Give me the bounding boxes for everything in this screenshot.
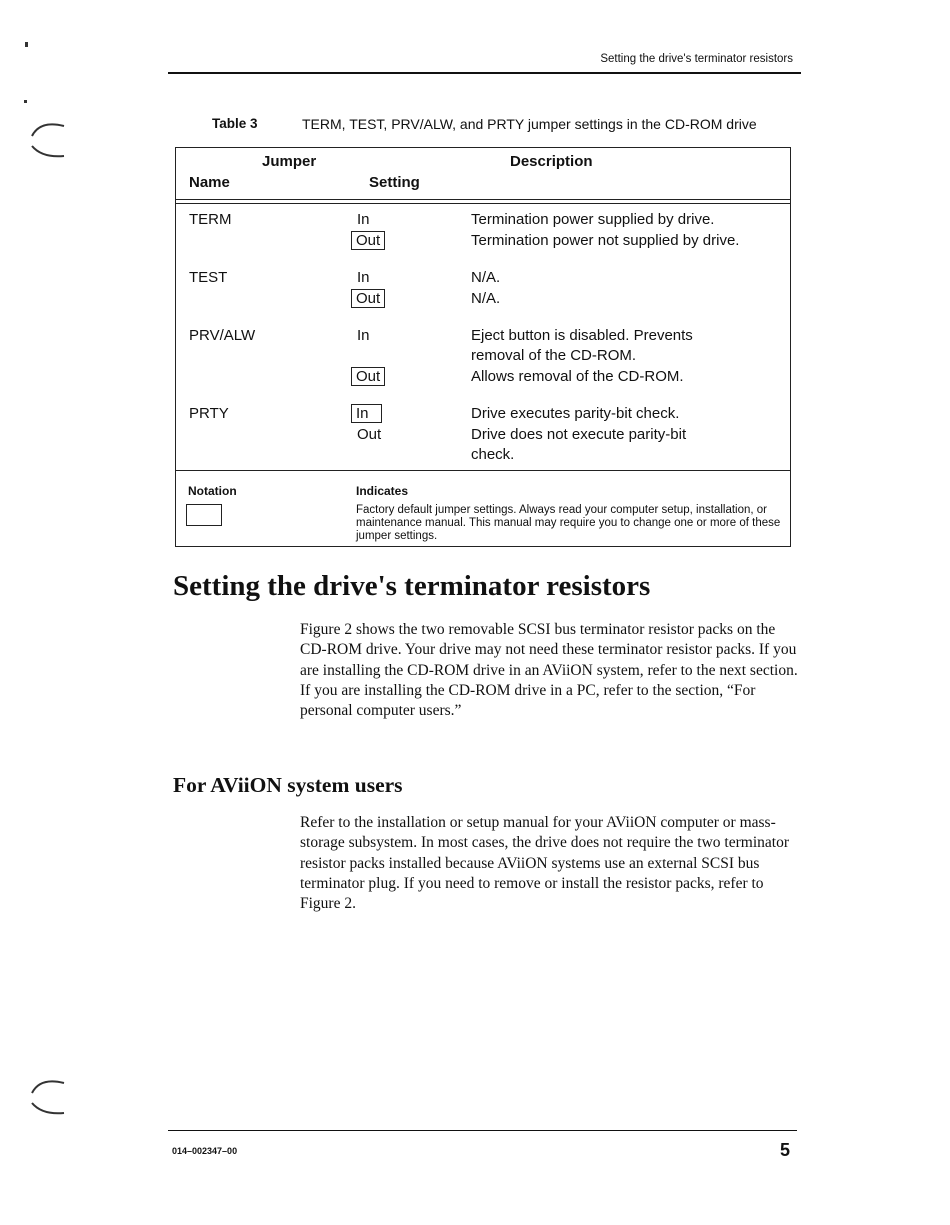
footer-rule [168, 1130, 797, 1131]
table-label: Table 3 [212, 116, 258, 131]
row-prty-setting-out: Out [357, 426, 382, 443]
row-term-desc-out: Termination power not supplied by drive. [471, 232, 740, 249]
row-test-desc-out: N/A. [471, 290, 501, 307]
row-prvalw-setting-out-default: Out [351, 367, 385, 386]
row-prty-desc-in: Drive executes parity-bit check. [471, 405, 680, 422]
row-prvalw-name: PRV/ALW [189, 327, 256, 344]
row-term-setting-out-default: Out [351, 231, 385, 250]
section-heading: Setting the drive's terminator resistors [173, 570, 651, 602]
document-number: 014–002347–00 [172, 1146, 238, 1156]
row-test-setting-in: In [357, 269, 370, 286]
col-header-description: Description [510, 153, 593, 170]
col-group-jumper: Jumper [262, 153, 317, 170]
scan-speck [25, 42, 28, 47]
section-paragraph: Figure 2 shows the two removable SCSI bus terminator resistor packs on the CD-ROM drive. Your drive may not need these terminator resistor packs. If you are installing the CD-ROM drive in an AViiON system, refer to the next section. If you are installing the CD-ROM drive in a PC, refer to the section, “For personal computer users.” [300, 621, 798, 720]
row-prvalw-desc-in-line1: Eject button is disabled. Prevents [471, 327, 693, 344]
col-header-name: Name [189, 174, 230, 191]
default-setting-box-symbol [186, 504, 222, 526]
row-test-name: TEST [189, 269, 228, 286]
row-term-setting-in: In [357, 211, 370, 228]
row-test-desc-in: N/A. [471, 269, 501, 286]
col-header-setting: Setting [369, 174, 420, 191]
row-term-desc-in: Termination power supplied by drive. [471, 211, 715, 228]
row-test-setting-out-default: Out [351, 289, 385, 308]
notation-rule [176, 470, 790, 471]
row-prty-desc-out-line2: check. [471, 446, 515, 463]
binding-hole-mark-bottom [28, 1075, 68, 1119]
indicates-header: Indicates [356, 484, 409, 498]
row-prvalw-desc-out: Allows removal of the CD-ROM. [471, 368, 684, 385]
jumper-settings-table [175, 147, 791, 547]
subsection-heading: For AViiON system users [173, 773, 403, 797]
row-prty-desc-out-line1: Drive does not execute parity-bit [471, 426, 687, 443]
scan-speck [24, 100, 27, 103]
notation-header: Notation [188, 484, 237, 498]
indicates-text: Factory default jumper settings. Always read your computer setup, installation, or maintenance manual. This manual may require you to change one or more of these jumper settings. [356, 504, 781, 542]
table-title: TERM, TEST, PRV/ALW, and PRTY jumper settings in the CD-ROM drive [302, 116, 757, 132]
subsection-paragraph: Refer to the installation or setup manual for your AViiON computer or mass-storage subsystem. In most cases, the drive does not require the two terminator resistor packs installed because AViiON systems use an external SCSI bus terminator plug. If you need to remove or install the resistor packs, refer to Figure 2. [300, 814, 789, 913]
header-rule-bottom [176, 203, 790, 204]
page-number: 5 [779, 1140, 790, 1160]
row-term-name: TERM [189, 211, 232, 228]
row-prvalw-desc-in-line2: removal of the CD-ROM. [471, 347, 637, 364]
header-rule [168, 72, 801, 74]
running-head: Setting the drive's terminator resistors [600, 53, 793, 65]
header-rule-top [176, 199, 790, 200]
row-prty-setting-in-default: In [351, 404, 382, 423]
binding-hole-mark-top [28, 118, 68, 162]
row-prty-name: PRTY [189, 405, 229, 422]
row-prvalw-setting-in: In [357, 327, 370, 344]
